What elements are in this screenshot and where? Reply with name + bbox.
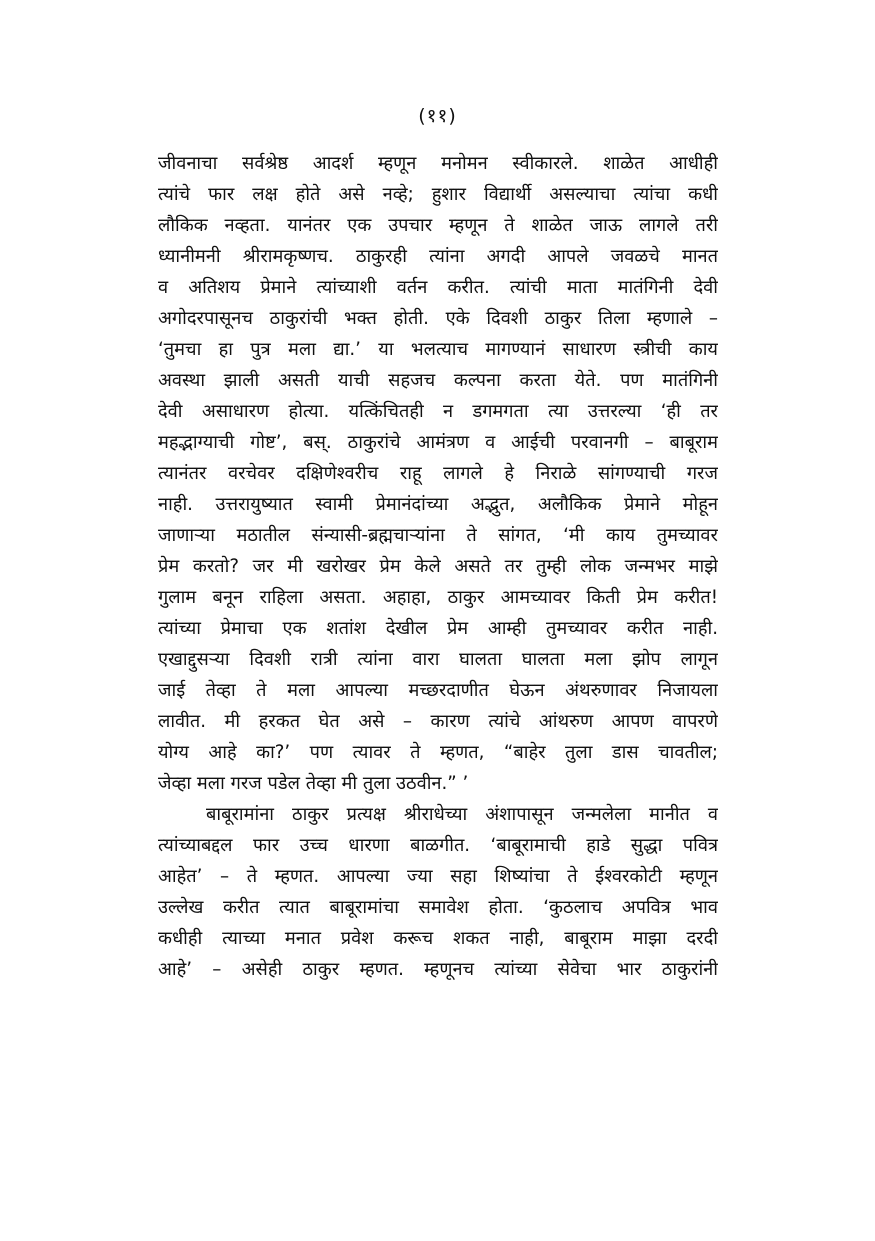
text-line: गुलाम बनून राहिला असता. अहाहा, ठाकुर आमच्यावर किती प्रेम करीत! (158, 587, 718, 608)
text-line: उल्लेख करीत त्यात बाबूरामांचा समावेश होता. ‘कुठलाच अपवित्र भाव (158, 897, 718, 918)
body-text (158, 148, 718, 985)
text-line: अगोदरपासूनच ठाकुरांची भक्त होती. एके दिवशी ठाकुर तिला म्हणाले – (158, 308, 718, 329)
text-line: जाई तेव्हा ते मला आपल्या मच्छरदाणीत घेऊन अंथरुणावर निजायला (158, 680, 718, 701)
text-line: त्यानंतर वरचेवर दक्षिणेश्वरीच राहू लागले हे निराळे सांगण्याची गरज (158, 463, 718, 484)
page-number: (११) (418, 105, 457, 127)
text-line: देवी असाधारण होत्या. यत्किंचितही न डगमगता त्या उत्तरल्या ‘ही तर (158, 401, 718, 422)
paragraph-end-line: जेव्हा मला गरज पडेल तेव्हा मी तुला उठवीन.” ’ (158, 773, 469, 794)
text-line: ‘तुमचा हा पुत्र मला द्या.’ या भलत्याच मागण्यानं साधारण स्त्रीची काय (158, 339, 718, 360)
text-line: व अतिशय प्रेमाने त्यांच्याशी वर्तन करीत. त्यांची माता मातंगिनी देवी (158, 277, 718, 298)
text-line: एखाद्दुसऱ्या दिवशी रात्री त्यांना वारा घालता घालता मला झोप लागून (158, 649, 718, 670)
text-line: जीवनाचा सर्वश्रेष्ठ आदर्श म्हणून मनोमन स्वीकारले. शाळेत आधीही (158, 153, 718, 174)
paragraph-start-line: बाबूरामांना ठाकुर प्रत्यक्ष श्रीराधेच्या अंशापासून जन्मलेला मानीत व (206, 804, 718, 825)
text-line: आहेत’ – ते म्हणत. आपल्या ज्या सहा शिष्यांचा ते ईश्वरकोटी म्हणून (158, 866, 718, 887)
text-line: लावीत. मी हरकत घेत असे – कारण त्यांचे आंथरुण आपण वापरणे (158, 711, 718, 732)
text-line: योग्य आहे का?’ पण त्यावर ते म्हणत, “बाहेर तुला डास चावतील; (158, 742, 718, 763)
text-line: त्यांचे फार लक्ष होते असे नव्हे; हुशार विद्यार्थी असल्याचा त्यांचा कधी (158, 184, 718, 205)
text-line: जाणाऱ्या मठातील संन्यासी-ब्रह्मचाऱ्यांना ते सांगत, ‘मी काय तुमच्यावर (158, 525, 718, 546)
text-line: लौकिक नव्हता. यानंतर एक उपचार म्हणून ते शाळेत जाऊ लागले तरी (158, 215, 718, 236)
text-line: त्यांच्या प्रेमाचा एक शतांश देखील प्रेम आम्ही तुमच्यावर करीत नाही. (158, 618, 718, 639)
text-line: आहे’ – असेही ठाकुर म्हणत. म्हणूनच त्यांच्या सेवेचा भार ठाकुरांनी (158, 959, 718, 980)
text-line: कधीही त्याच्या मनात प्रवेश करूच शकत नाही, बाबूराम माझा दरदी (158, 928, 718, 949)
text-line: महद्भाग्याची गोष्ट’, बस्. ठाकुरांचे आमंत्रण व आईची परवानगी – बाबूराम (158, 432, 718, 453)
text-line: त्यांच्याबद्दल फार उच्च धारणा बाळगीत. ‘बाबूरामाची हाडे सुद्धा पवित्र (158, 835, 718, 856)
text-line: ध्यानीमनी श्रीरामकृष्णच. ठाकुरही त्यांना अगदी आपले जवळचे मानत (158, 246, 718, 267)
text-line: प्रेम करतो? जर मी खरोखर प्रेम केले असते तर तुम्ही लोक जन्मभर माझे (158, 556, 718, 577)
text-line: नाही. उत्तरायुष्यात स्वामी प्रेमानंदांच्या अद्भुत, अलौकिक प्रेमाने मोहून (158, 494, 718, 515)
text-line: अवस्था झाली असती याची सहजच कल्पना करता येते. पण मातंगिनी (158, 370, 718, 391)
